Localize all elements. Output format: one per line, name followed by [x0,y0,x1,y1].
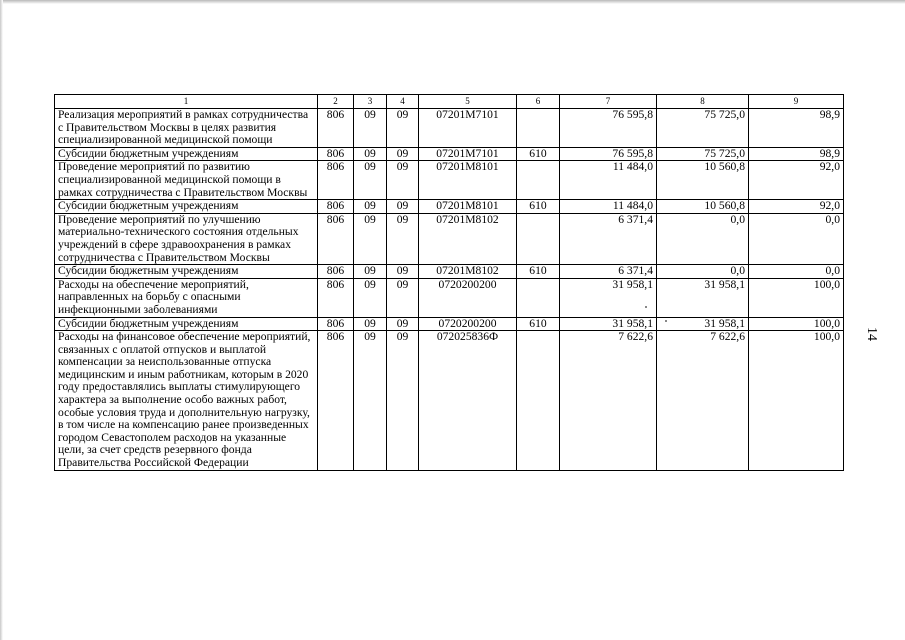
cell-ministry: 806 [318,200,354,214]
table-row [55,278,844,317]
cell-executed: 31 958,1 [657,278,749,317]
cell-subsection: 09 [387,109,419,148]
column-header: 8 [657,95,749,109]
column-header: 2 [318,95,354,109]
cell-ministry: 806 [318,278,354,317]
column-header: 1 [55,95,318,109]
cell-ministry: 806 [318,331,354,471]
scan-speck [665,320,667,322]
cell-subsection: 09 [387,147,419,161]
cell-subsection: 09 [387,161,419,200]
cell-target-article: 07201М7101 [419,147,517,161]
cell-ministry: 806 [318,161,354,200]
table-row [55,161,844,200]
cell-subsection: 09 [387,317,419,331]
cell-executed: 10 560,8 [657,200,749,214]
header-row [55,95,844,109]
column-header: 9 [749,95,844,109]
cell-expense-type: 610 [517,200,560,214]
cell-percent: 98,9 [749,109,844,148]
cell-ministry: 806 [318,109,354,148]
column-header: 4 [387,95,419,109]
cell-ministry: 806 [318,317,354,331]
cell-expense-type [517,109,560,148]
cell-target-article: 07201М8102 [419,213,517,264]
cell-name: Расходы на обеспечение мероприятий, направленных на борьбу с опасными инфекционными заболеваниями [55,278,318,317]
cell-ministry: 806 [318,213,354,264]
cell-target-article: 07201М8102 [419,265,517,279]
cell-executed: 75 725,0 [657,147,749,161]
cell-ministry: 806 [318,265,354,279]
table-row [55,331,844,471]
cell-name: Субсидии бюджетным учреждениям [55,317,318,331]
table-row [55,265,844,279]
cell-name: Проведение мероприятий по развитию специализированной медицинской помощи в рамках сотрудничества с Правительством Москвы [55,161,318,200]
cell-planned: 76 595,8 [560,147,657,161]
cell-planned: 76 595,8 [560,109,657,148]
scan-edge-left [0,0,3,640]
cell-subsection: 09 [387,200,419,214]
cell-ministry: 806 [318,147,354,161]
cell-section: 09 [354,200,387,214]
cell-section: 09 [354,317,387,331]
cell-subsection: 09 [387,278,419,317]
cell-section: 09 [354,161,387,200]
cell-subsection: 09 [387,213,419,264]
cell-expense-type [517,331,560,471]
cell-planned: 31 958,1 [560,317,657,331]
cell-subsection: 09 [387,265,419,279]
cell-percent: 0,0 [749,213,844,264]
cell-section: 09 [354,147,387,161]
cell-expense-type: 610 [517,147,560,161]
cell-executed: 0,0 [657,265,749,279]
cell-name: Реализация мероприятий в рамках сотрудничества с Правительством Москвы в целях развития специализированной медицинской помощи [55,109,318,148]
cell-percent: 92,0 [749,200,844,214]
scan-edge-top [0,0,905,4]
cell-name: Проведение мероприятий по улучшению материально-технического состояния отдельных учреждений в сфере здравоохранения в рамках сотрудничества с Правительством Москвы [55,213,318,264]
cell-section: 09 [354,265,387,279]
cell-section: 09 [354,331,387,471]
cell-target-article: 072025836Ф [419,331,517,471]
cell-percent: 100,0 [749,331,844,471]
cell-subsection: 09 [387,331,419,471]
table-row [55,109,844,148]
cell-expense-type [517,213,560,264]
cell-expense-type [517,161,560,200]
cell-planned: 7 622,6 [560,331,657,471]
cell-section: 09 [354,213,387,264]
cell-planned: 6 371,4 [560,265,657,279]
column-header: 7 [560,95,657,109]
column-header: 5 [419,95,517,109]
column-header: 3 [354,95,387,109]
table-row [55,213,844,264]
cell-percent: 0,0 [749,265,844,279]
cell-planned: 11 484,0 [560,200,657,214]
cell-planned: 31 958,1 [560,278,657,317]
page-number: 14 [864,327,879,341]
cell-target-article: 0720200200 [419,278,517,317]
cell-target-article: 0720200200 [419,317,517,331]
cell-executed: 75 725,0 [657,109,749,148]
cell-expense-type: 610 [517,317,560,331]
table-row [55,200,844,214]
cell-target-article: 07201М7101 [419,109,517,148]
cell-name: Расходы на финансовое обеспечение мероприятий, связанных с оплатой отпусков и выплатой компенсации за неиспользованные отпуска медицинским и иным работникам, которым в 2020 году предоставлялись выплаты стимулирующего характера за выполнение особо важных работ, особые условия труда и дополнительную нагрузку, в том числе на компенсацию ранее произведенных городом Севастополем расходов на указанные цели, за счет средств резервного фонда Правительства Российской Федерации [55,331,318,471]
table-row [55,317,844,331]
cell-expense-type: 610 [517,265,560,279]
cell-percent: 100,0 [749,317,844,331]
cell-target-article: 07201М8101 [419,161,517,200]
cell-executed: 31 958,1 [657,317,749,331]
cell-name: Субсидии бюджетным учреждениям [55,147,318,161]
cell-executed: 10 560,8 [657,161,749,200]
cell-executed: 0,0 [657,213,749,264]
cell-planned: 11 484,0 [560,161,657,200]
table-row [55,147,844,161]
cell-percent: 100,0 [749,278,844,317]
column-header: 6 [517,95,560,109]
cell-name: Субсидии бюджетным учреждениям [55,200,318,214]
cell-name: Субсидии бюджетным учреждениям [55,265,318,279]
cell-executed: 7 622,6 [657,331,749,471]
cell-planned: 6 371,4 [560,213,657,264]
cell-section: 09 [354,109,387,148]
cell-percent: 92,0 [749,161,844,200]
budget-table [54,94,844,471]
cell-expense-type [517,278,560,317]
cell-percent: 98,9 [749,147,844,161]
cell-target-article: 07201М8101 [419,200,517,214]
cell-section: 09 [354,278,387,317]
scan-speck [645,306,647,308]
